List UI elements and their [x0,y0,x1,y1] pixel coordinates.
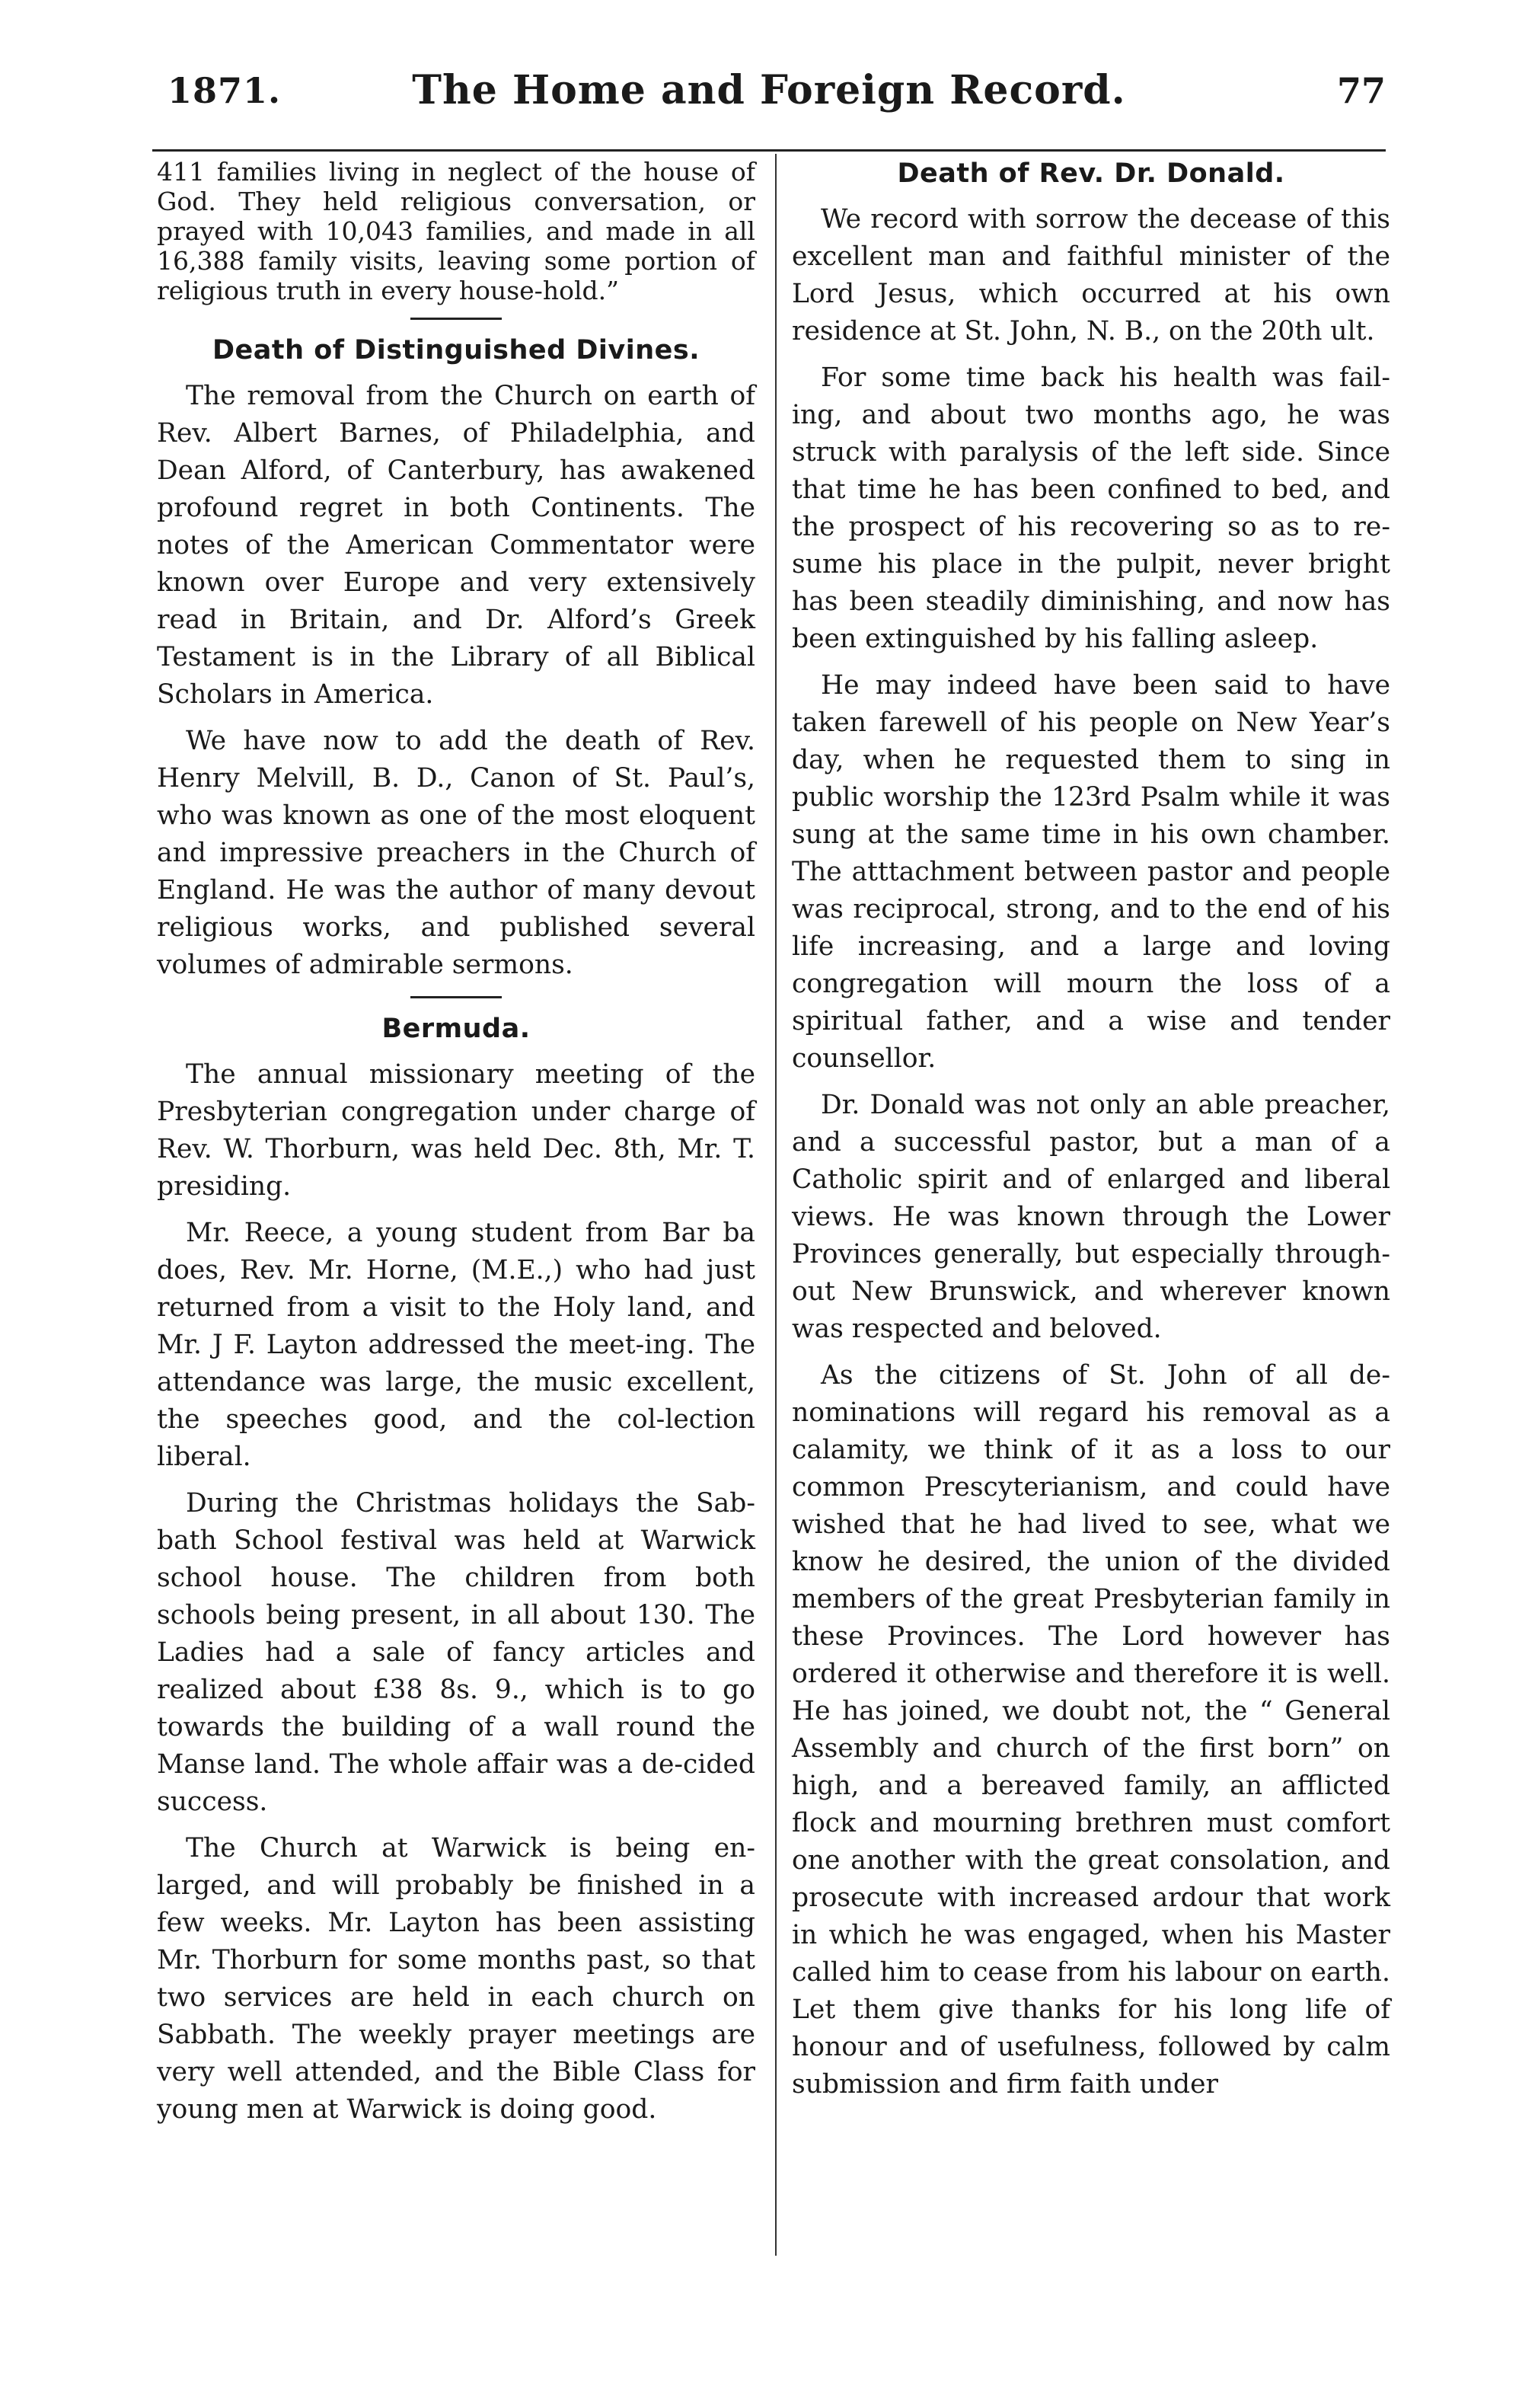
header-rule [152,149,1386,152]
paragraph: The Church at Warwick is being en-larged, and will probably be finished in a few weeks. Mr. Layton has been assisting Mr. Thorburn for some months past, so that two services are held in each church on Sabbath. The weekly prayer meetings are very well attended, and the Bible Class for young men at Warwick is doing good. [157,1833,755,2125]
paragraph: For some time back his health was fail-ing, and about two months ago, he was struck with paralysis of the left side. Since that time he has been confined to bed, and the prospect of his recovering so as to re-sume his place in the pulpit, never bright has been steadily diminishing, and now has been extinguished by his falling asleep. [792,362,1390,654]
section-title-bermuda: Bermuda. [381,1014,531,1044]
section-title-divines: Death of Distinguished Divines. [212,335,700,366]
paragraph: Mr. Reece, a young student from Bar ba does, Rev. Mr. Horne, (M.E.,) who had just returned from a visit to the Holy land, and Mr. J F. Layton addressed the meet-ing. The attendance was large, the music excellent, the speeches good, and the col-lection liberal. [157,1218,755,1472]
header-page-number: 77 [1336,70,1386,111]
header-title: The Home and Foreign Record. [412,67,1126,113]
left-column [157,157,755,2138]
right-column [792,157,1390,2113]
running-header [152,67,1386,131]
paragraph: Dr. Donald was not only an able preacher, and a successful pastor, but a man of a Catholic spirit and of enlarged and liberal views. He was known through the Lower Provinces generally, but especially through-out New Brunswick, and wherever known was respected and beloved. [792,1090,1390,1344]
header-year: 1871. [168,70,282,111]
paragraph: The removal from the Church on earth of Rev. Albert Barnes, of Philadelphia, and Dean Alford, of Canterbury, has awakened profound regret in both Continents. The notes of the American Commentator were known over Europe and very extensively read in Britain, and Dr. Alford’s Greek Testament is in the Library of all Biblical Scholars in America. [157,381,755,710]
lead-paragraph: 411 families living in neglect of the house of God. They held religious conversation, or prayed with 10,043 families, and made in all 16,388 family visits, leaving some portion of religious truth in every house-hold.” [157,157,755,305]
paragraph: We record with sorrow the decease of this excellent man and faithful minister of the Lord Jesus, which occurred at his own residence at St. John, N. B., on the 20th ult. [792,204,1390,347]
paragraph: We have now to add the death of Rev. Henry Melvill, B. D., Canon of St. Paul’s, who was known as one of the most eloquent and impressive preachers in the Church of England. He was the author of many devout religious works, and published several volumes of admirable sermons. [157,726,755,980]
section-separator [410,996,502,998]
section-title-donald: Death of Rev. Dr. Donald. [897,158,1285,189]
paragraph: The annual missionary meeting of the Presbyterian congregation under charge of Rev. W. Thorburn, was held Dec. 8th, Mr. T. presiding. [157,1059,755,1202]
section-separator [410,318,502,320]
column-divider [775,154,777,2256]
paragraph: During the Christmas holidays the Sab-bath School festival was held at Warwick school house. The children from both schools being present, in all about 130. The Ladies had a sale of fancy articles and realized about £38 8s. 9., which is to go towards the building of a wall round the Manse land. The whole affair was a de-cided success. [157,1488,755,1817]
paragraph: As the citizens of St. John of all de-nominations will regard his removal as a calamity, we think of it as a loss to our common Prescyterianism, and could have wished that he had lived to see, what we know he desired, the union of the divided members of the great Presbyterian family in these Provinces. The Lord however has ordered it otherwise and therefore it is well. He has joined, we doubt not, the “ General Assembly and church of the first born” on high, and a bereaved family, an afflicted flock and mourning brethren must comfort one another with the great consolation, and prosecute with increased ardour that work in which he was engaged, when his Master called him to cease from his labour on earth. Let them give thanks for his long life of honour and of usefulness, followed by calm submission and firm faith under [792,1360,1390,2100]
paragraph: He may indeed have been said to have taken farewell of his people on New Year’s day, when he requested them to sing in public worship the 123rd Psalm while it was sung at the same time in his own chamber. The atttachment between pastor and people was reciprocal, strong, and to the end of his life increasing, and a large and loving congregation will mourn the loss of a spiritual father, and a wise and tender counsellor. [792,670,1390,1074]
